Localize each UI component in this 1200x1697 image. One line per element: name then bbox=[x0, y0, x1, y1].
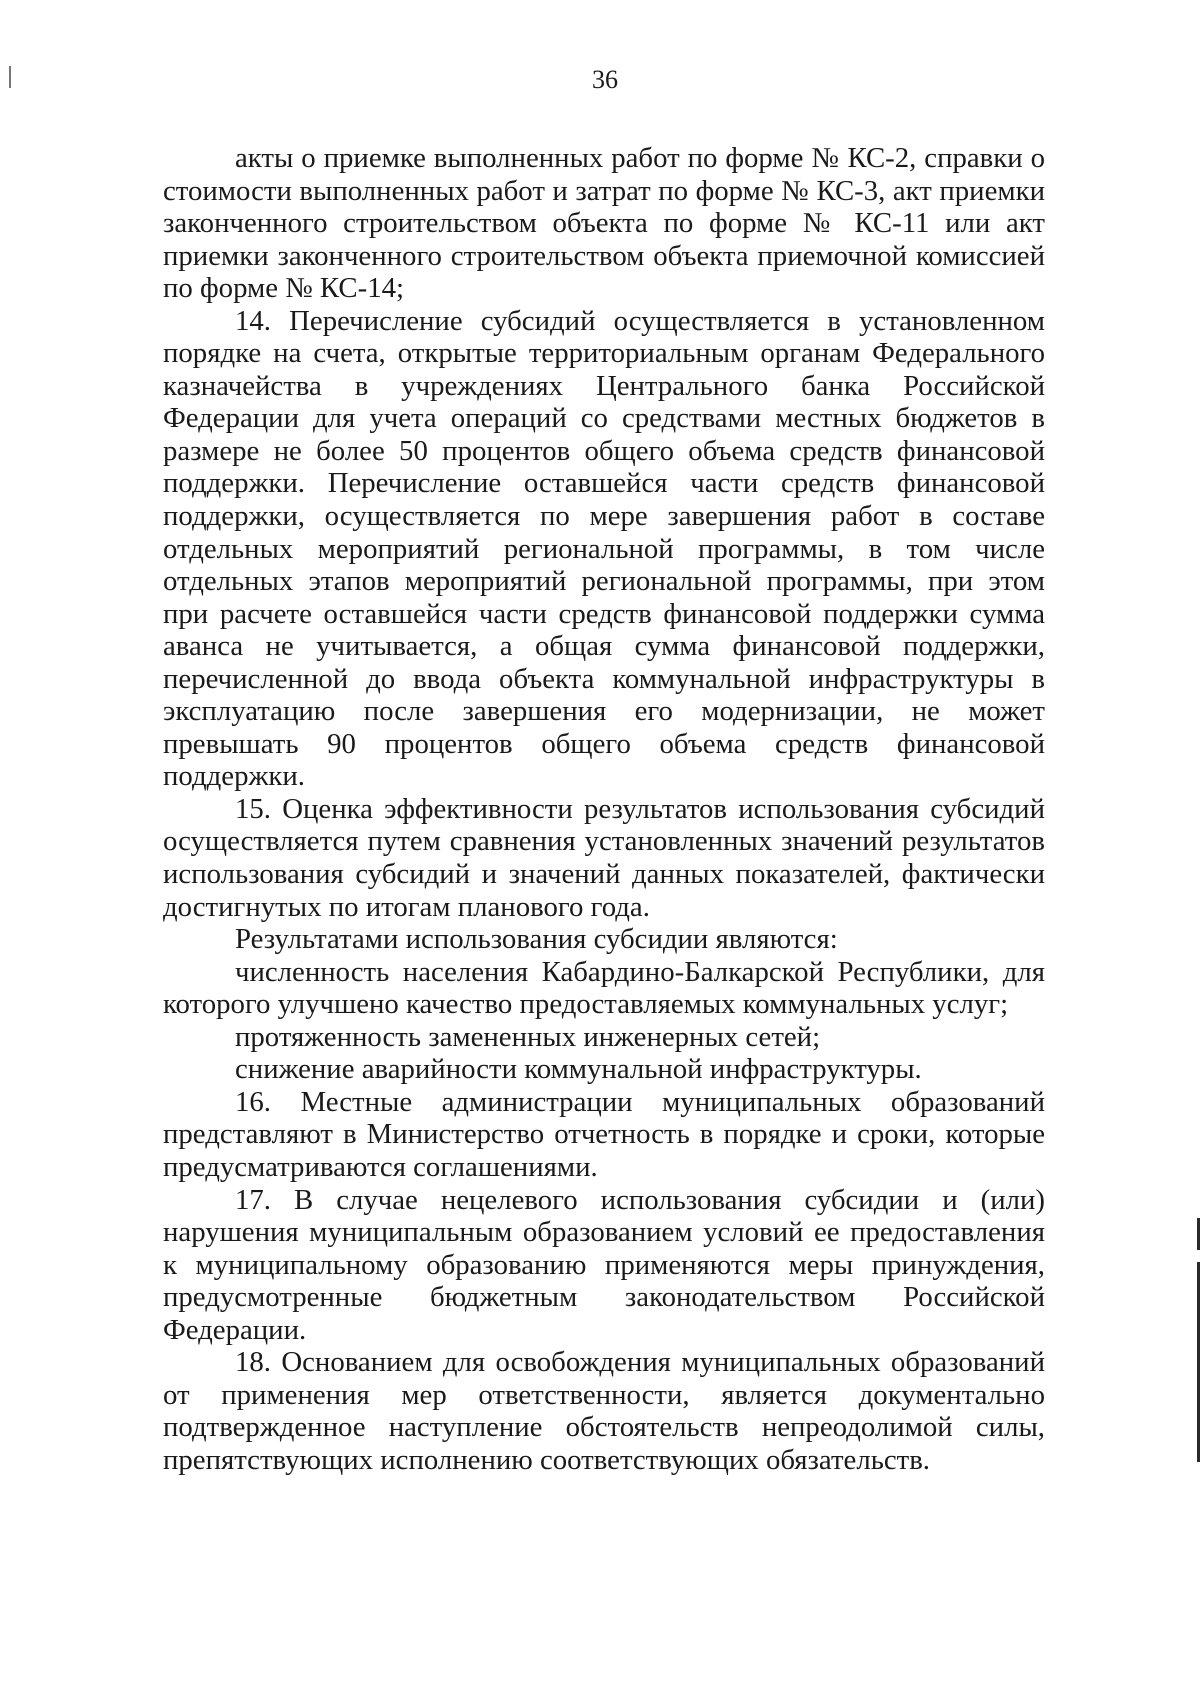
paragraph-15-efficiency-assessment: 15. Оценка эффективности результатов использования субсидий осуществляется путем сравнения установленных значений результатов использования субсидий и значений данных показателей, фактически достигнутых по итогам планового года. bbox=[163, 792, 1045, 923]
paragraph-result-networks: протяженность замененных инженерных сетей; bbox=[235, 1020, 821, 1053]
paragraph-17-misuse-measures: 17. В случае нецелевого использования субсидии и (или) нарушения муниципальным образованием условий ее предоставления к муниципальному образованию применяются меры принуждения, предусмотренные бюджетным законодательством Российской Федерации. bbox=[163, 1183, 1045, 1346]
page-number: 36 bbox=[592, 65, 618, 94]
paragraph-results-intro: Результатами использования субсидии являются: bbox=[235, 923, 838, 956]
paragraph-result-population: численность населения Кабардино-Балкарской Республики, для которого улучшено качество предоставляемых коммунальных услуг; bbox=[163, 955, 1045, 1021]
paragraph-14-subsidy-transfer: 14. Перечисление субсидий осуществляется в установленном порядке на счета, открытые территориальным органам Федерального казначейства в учреждениях Центрального банка Российской Федерации для учета операций со средствами местных бюджетов в размере не более 50 процентов общего объема средств финансовой поддержки. Перечисление оставшейся части средств финансовой поддержки, осуществляется по мере завершения работ в составе отдельных мероприятий региональной программы, в том числе отдельных этапов мероприятий региональной программы, при этом при расчете оставшейся части средств финансовой поддержки сумма аванса не учитывается, а общая сумма финансовой поддержки, перечисленной до ввода объекта коммунальной инфраструктуры в эксплуатацию после завершения его модернизации, не может превышать 90 процентов общего объема средств финансовой поддержки. bbox=[163, 304, 1045, 793]
paragraph-18-force-majeure: 18. Основанием для освобождения муниципальных образований от применения мер ответственности, является документально подтвержденное наступление обстоятельств непреодолимой силы, препятствующих исполнению соответствующих обязательств. bbox=[163, 1346, 1045, 1476]
paragraph-16-reporting: 16. Местные администрации муниципальных образований представляют в Министерство отчетность в порядке и сроки, которые предусматриваются соглашениями. bbox=[163, 1085, 1045, 1183]
paragraph-acts-list-end: акты о приемке выполненных работ по форме № КС-2, справки о стоимости выполненных работ и затрат по форме № КС-3, акт приемки законченного строительством объекта по форме № КС-11 или акт приемки законченного строительством объекта приемочной комиссией по форме № КС-14; bbox=[163, 142, 1045, 305]
paragraph-result-accidents: снижение аварийности коммунальной инфраструктуры. bbox=[235, 1053, 922, 1086]
document-body bbox=[163, 142, 1045, 1476]
